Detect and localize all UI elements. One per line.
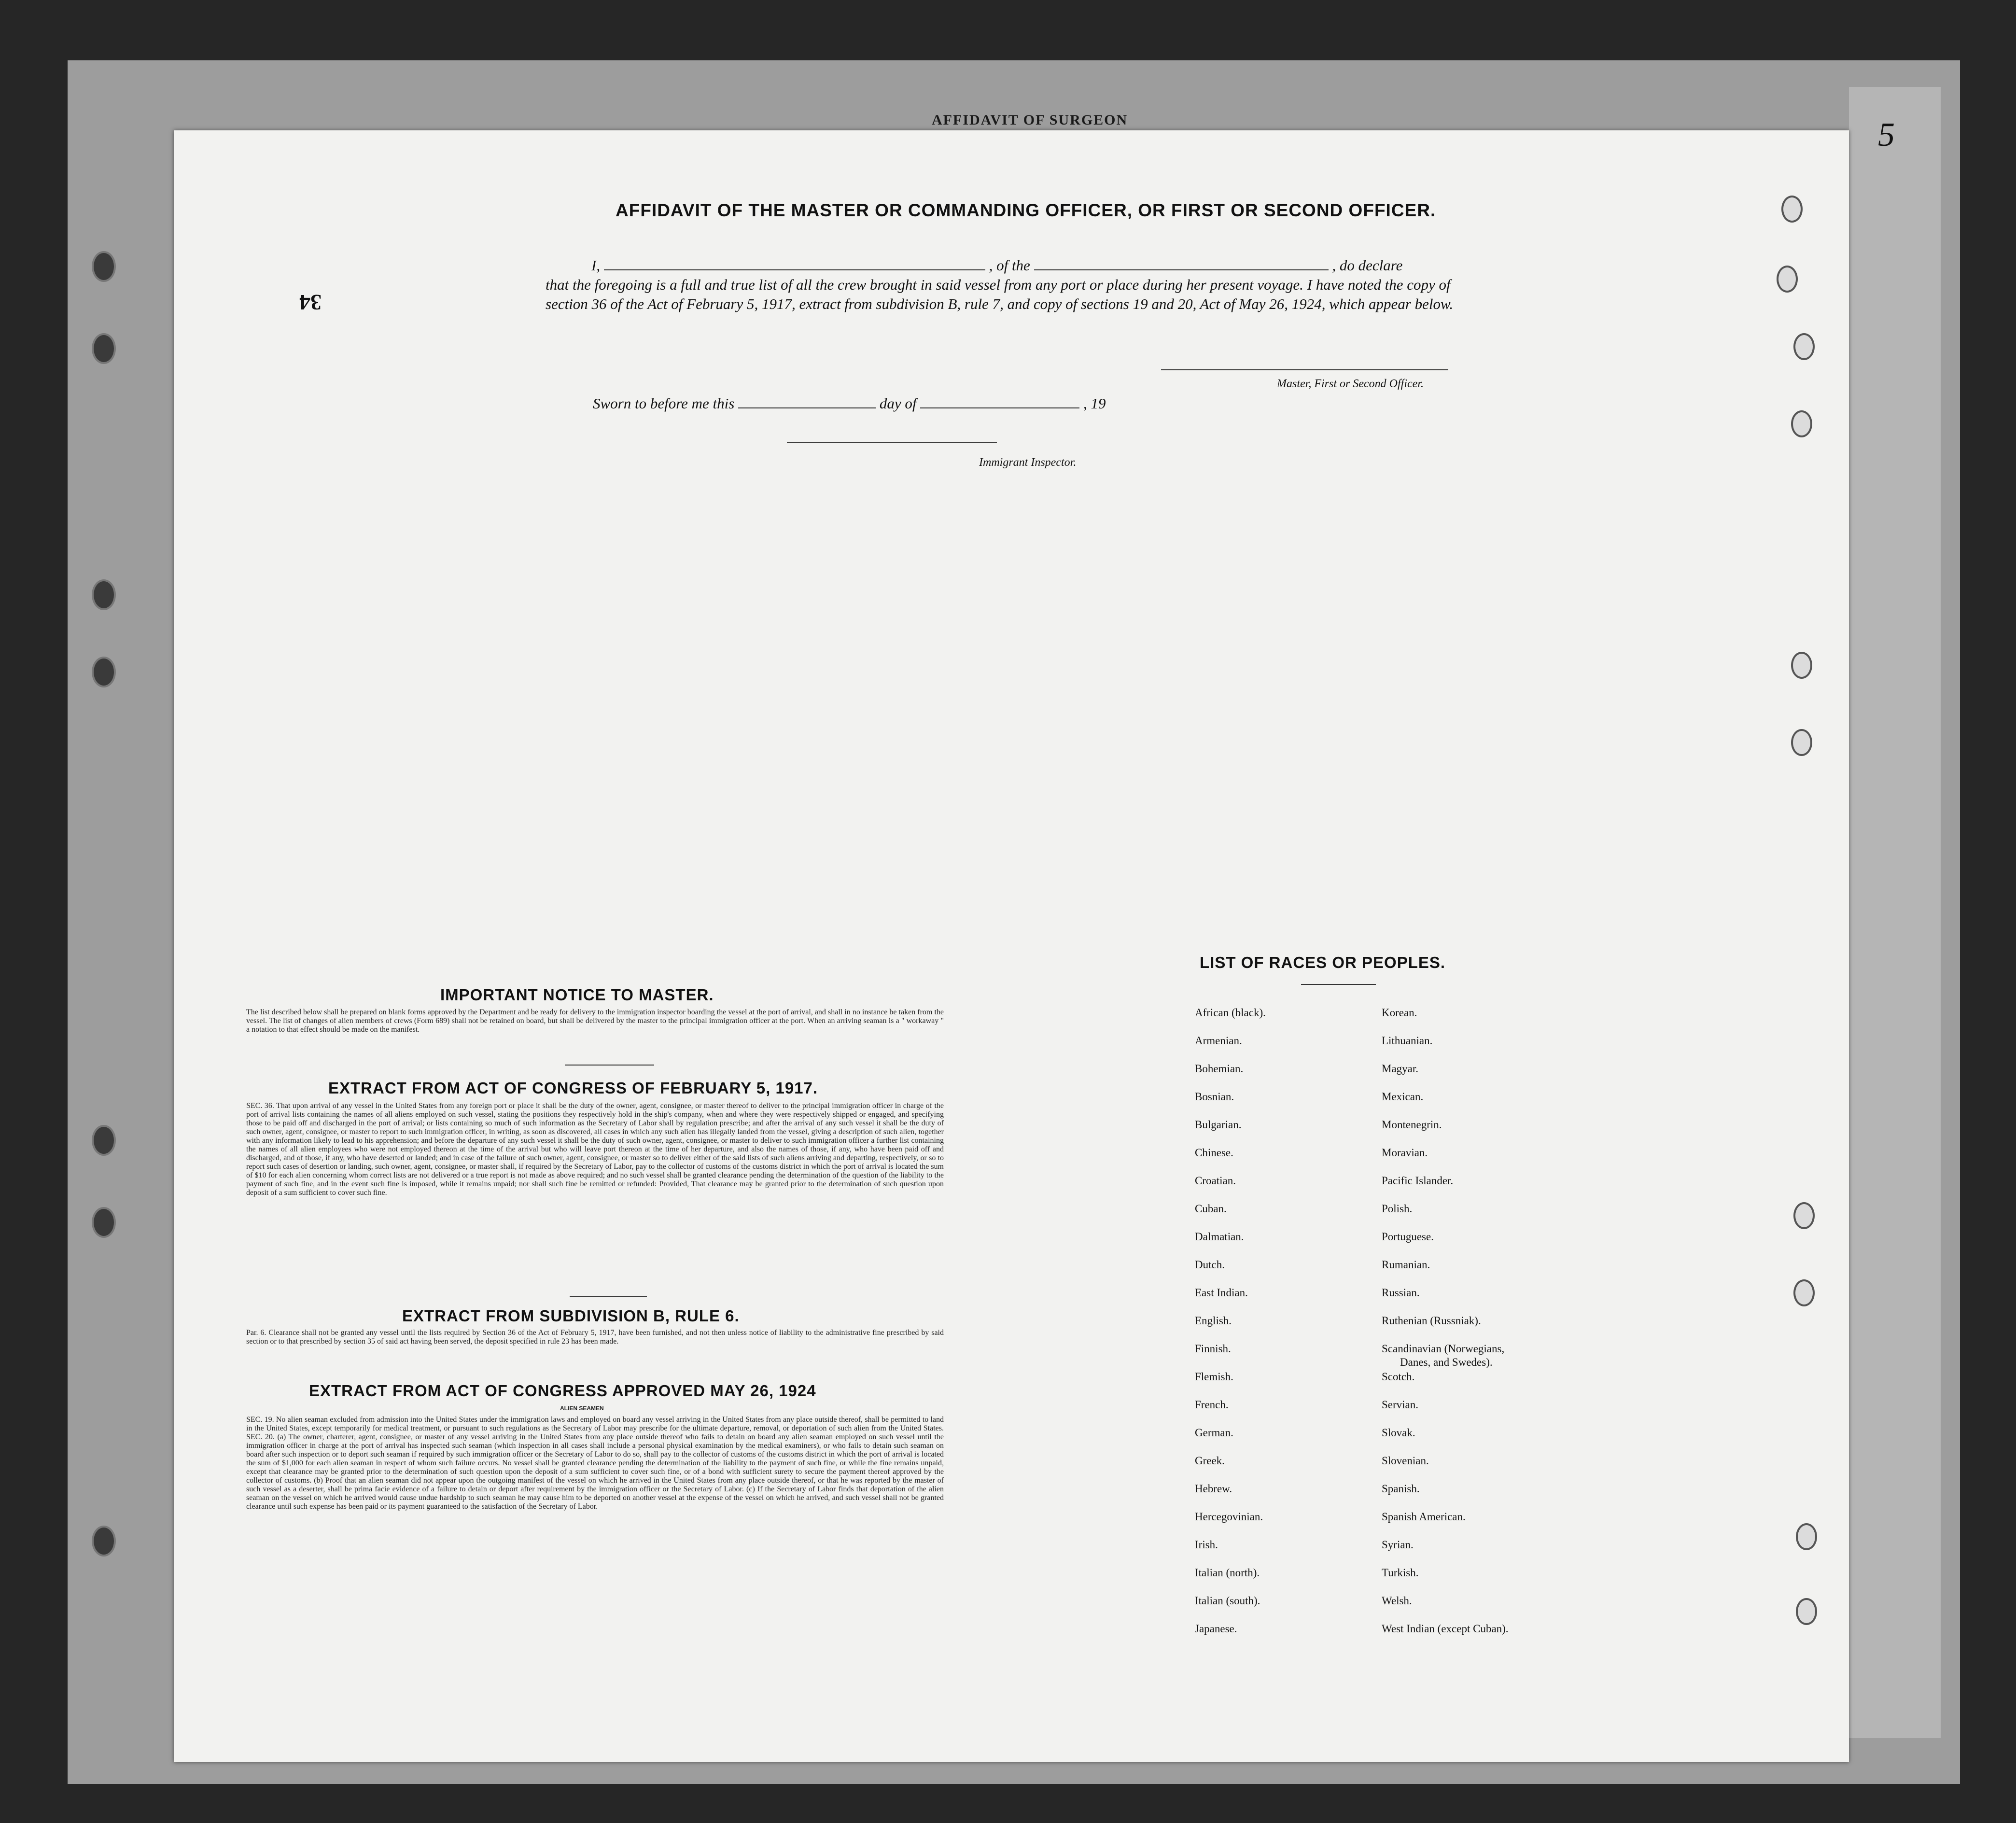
race-item: Hebrew. bbox=[1195, 1483, 1232, 1495]
race-item: African (black). bbox=[1195, 1007, 1266, 1019]
race-item: Italian (south). bbox=[1195, 1595, 1260, 1607]
punch-hole bbox=[92, 1125, 116, 1156]
page-number-mark: 5 bbox=[1878, 116, 1895, 154]
race-item: German. bbox=[1195, 1427, 1233, 1439]
punch-hole bbox=[1781, 196, 1803, 223]
race-item: Rumanian. bbox=[1382, 1259, 1430, 1271]
race-item: Magyar. bbox=[1382, 1063, 1419, 1075]
race-item: Cuban. bbox=[1195, 1203, 1227, 1215]
extract-rule6-text: Par. 6. Clearance shall not be granted any vessel until the lists required by Section 36 of the Act of February 5, 1917, have been furnished, and not then unless notice of liability to the administrative fine prescribed by said section or to that prescribed by section 35 of said act having been served, the deposit specified in rule 23 has been made. bbox=[246, 1329, 944, 1346]
punch-hole bbox=[1791, 729, 1812, 756]
race-item: Armenian. bbox=[1195, 1035, 1242, 1047]
race-item: Scandinavian (Norwegians, bbox=[1382, 1343, 1505, 1355]
divider bbox=[570, 1296, 647, 1297]
of-the-label: , of the bbox=[989, 257, 1030, 274]
race-item: Chinese. bbox=[1195, 1147, 1233, 1159]
punch-hole bbox=[92, 657, 116, 687]
divider bbox=[1301, 984, 1376, 985]
punch-hole bbox=[1793, 333, 1815, 360]
race-item: Dutch. bbox=[1195, 1259, 1225, 1271]
punch-hole bbox=[92, 1526, 116, 1557]
day-of-label: day of bbox=[879, 395, 917, 412]
race-item: Pacific Islander. bbox=[1382, 1175, 1454, 1187]
race-item: Slovenian. bbox=[1382, 1455, 1429, 1467]
race-item: Turkish. bbox=[1382, 1567, 1419, 1579]
race-item: Servian. bbox=[1382, 1399, 1419, 1411]
extract-rule6-heading: EXTRACT FROM SUBDIVISION B, RULE 6. bbox=[402, 1307, 740, 1325]
race-item: Mexican. bbox=[1382, 1091, 1424, 1103]
extract-1917-text: SEC. 36. That upon arrival of any vessel in the United States from any foreign port or place it shall be the duty of the owner, agent, consignee, or master thereof to deliver to the principal immigration officer in charge of the port of arrival lists containing the names of all aliens employed on such vessel, stating the positions they respectively hold in the ship's company, when and where they were respectively shipped or engaged, and specifying those to be paid off and discharged in the port of arrival; or lists containing so much of such information as the Secretary of Labor shall by regulation prescribe; and after the arrival of any such vessel it shall be the duty of such owner, agent, consignee, or master to report to such immigration officer, in writing, as soon as discovered, all cases in which any such alien has illegally landed from the vessel, giving a description of such alien, together with any information likely to lead to his apprehension; and before the departure of any such vessel it shall be the duty of such owner, agent, consignee, or master to deliver to such immigration officer a further list containing the names of all alien employees who were not employed thereon at the time of the arrival but who will leave port thereon at the time of her departure, and also the names of those, if any, who have been paid off and discharged, and of those, if any, who have deserted or landed; and in case of the failure of such owner, agent, consignee, or master so to deliver either of the said lists of such aliens arriving and departing, respectively, or so to report such cases of desertion or landing, such owner, agent, consignee, or master shall, if required by the Secretary of Labor, pay to the collector of customs of the customs district in which the port of arrival is located the sum of $10 for each alien concerning whom correct lists are not delivered or a true report is not made as above required; and no such vessel shall be granted clearance pending the determination of the question of the liability to the payment of such fine, and in the event such fine is imposed, while it remains unpaid; nor shall such fine be remitted or refunded: Provided, That clearance may be granted prior to the determination of such question upon deposit of a sum sufficient to cover such fine. bbox=[246, 1102, 944, 1197]
race-item: Polish. bbox=[1382, 1203, 1413, 1215]
race-item: English. bbox=[1195, 1315, 1232, 1327]
alien-seamen-label: ALIEN SEAMEN bbox=[560, 1405, 604, 1412]
punch-hole bbox=[1796, 1598, 1817, 1625]
name-blank[interactable] bbox=[604, 257, 985, 270]
race-item: Portuguese. bbox=[1382, 1231, 1434, 1243]
race-item: Irish. bbox=[1195, 1539, 1218, 1551]
race-item: Spanish. bbox=[1382, 1483, 1420, 1495]
race-item: Montenegrin. bbox=[1382, 1119, 1442, 1131]
race-item: Lithuanian. bbox=[1382, 1035, 1433, 1047]
underlying-manifest-edge bbox=[1849, 87, 1941, 1738]
do-declare-label: , do declare bbox=[1332, 257, 1403, 274]
extract-1917-heading: EXTRACT FROM ACT OF CONGRESS OF FEBRUARY 5, 1917. bbox=[328, 1079, 818, 1097]
race-item: Ruthenian (Russniak). bbox=[1382, 1315, 1481, 1327]
divider bbox=[565, 1065, 654, 1066]
race-item: Italian (north). bbox=[1195, 1567, 1260, 1579]
race-item: Slovak. bbox=[1382, 1427, 1415, 1439]
affidavit-sheet bbox=[174, 130, 1849, 1762]
punch-hole bbox=[1777, 266, 1798, 293]
race-item: Scotch. bbox=[1382, 1371, 1415, 1383]
margin-number: 34 bbox=[299, 290, 322, 315]
race-item: Moravian. bbox=[1382, 1147, 1428, 1159]
race-item: Syrian. bbox=[1382, 1539, 1414, 1551]
vessel-blank[interactable] bbox=[1034, 257, 1329, 270]
punch-hole bbox=[92, 579, 116, 610]
inspector-signature-line[interactable] bbox=[787, 442, 997, 443]
notice-text: The list described below shall be prepared on blank forms approved by the Department and be ready for delivery to the immigration inspector boarding the vessel at the port of arrival, and shall in no instance be taken from the vessel. The list of changes of alien members of crews (Form 689) shall not be retained on board, but shall be delivered by the master to the principal immigration officer at the port. When an arriving seaman is a " workaway " a notation to that effect should be made on the manifest. bbox=[246, 1008, 944, 1034]
back-sheet-heading: AFFIDAVIT OF SURGEON bbox=[932, 112, 1128, 128]
race-item: Korean. bbox=[1382, 1007, 1417, 1019]
inspector-caption: Immigrant Inspector. bbox=[979, 456, 1077, 469]
punch-hole bbox=[1791, 410, 1812, 437]
race-item: Flemish. bbox=[1195, 1371, 1233, 1383]
master-signature-line[interactable] bbox=[1161, 369, 1448, 370]
punch-hole bbox=[1793, 1202, 1815, 1229]
race-item: Japanese. bbox=[1195, 1623, 1237, 1635]
master-signature-caption: Master, First or Second Officer. bbox=[1277, 378, 1424, 390]
punch-hole bbox=[1793, 1279, 1815, 1306]
punch-hole bbox=[1791, 652, 1812, 679]
race-item: Danes, and Swedes). bbox=[1400, 1356, 1493, 1368]
punch-hole bbox=[1796, 1523, 1817, 1550]
race-item: Bohemian. bbox=[1195, 1063, 1244, 1075]
race-item: Finnish. bbox=[1195, 1343, 1231, 1355]
affidavit-paragraph bbox=[546, 256, 1492, 314]
race-item: Bosnian. bbox=[1195, 1091, 1234, 1103]
race-item: Welsh. bbox=[1382, 1595, 1412, 1607]
declaration-line bbox=[591, 256, 1492, 275]
race-item: Greek. bbox=[1195, 1455, 1225, 1467]
race-item: West Indian (except Cuban). bbox=[1382, 1623, 1509, 1635]
sworn-day-blank[interactable] bbox=[738, 395, 876, 408]
race-item: Spanish American. bbox=[1382, 1511, 1466, 1523]
punch-hole bbox=[92, 251, 116, 282]
race-item: Dalmatian. bbox=[1195, 1231, 1244, 1243]
extract-1924-heading: EXTRACT FROM ACT OF CONGRESS APPROVED MAY 26, 1924 bbox=[309, 1382, 816, 1400]
affidavit-heading: AFFIDAVIT OF THE MASTER OR COMMANDING OFFICER, OR FIRST OR SECOND OFFICER. bbox=[616, 200, 1436, 220]
race-item: Bulgarian. bbox=[1195, 1119, 1242, 1131]
race-item: East Indian. bbox=[1195, 1287, 1248, 1299]
races-heading: LIST OF RACES OR PEOPLES. bbox=[1200, 954, 1446, 971]
race-item: Hercegovinian. bbox=[1195, 1511, 1263, 1523]
extract-1924-text: SEC. 19. No alien seaman excluded from admission into the United States under the immigration laws and employed on board any vessel arriving in the United States from any place outside thereof, shall be permitted to land in the United States, except temporarily for medical treatment, or pursuant to such regulations as the Secretary of Labor may prescribe for the ultimate departure, removal, or deportation of such alien from the United States. SEC. 20. (a) The owner, charterer, agent, consignee, or master of any vessel arriving in the United States from any place outside thereof who fails to detain on board any alien seaman employed on such vessel until the immigration officer in charge at the port of arrival has inspected such seaman (which inspection in all cases shall include a personal physical examination by the medical examiners), or who fails to detain such seaman on board after such inspection or to deport such seaman if required by such immigration officer or the Secretary of Labor to do so, shall pay to the collector of customs of the customs district in which the port of arrival is located the sum of $1,000 for each alien seaman in respect of whom such failure occurs. No vessel shall be granted clearance pending the determination of the liability to the payment of such fine, or while the fine remains unpaid, except that clearance may be granted prior to the determination of such question upon the deposit of a sum sufficient to cover such fine, or of a bond with sufficient surety to secure the payment thereof approved by the collector of customs. (b) Proof that an alien seaman did not appear upon the outgoing manifest of the vessel on which he arrived in the United States from any place outside thereof, or that he was reported by the master of such vessel as a deserter, shall be prima facie evidence of a failure to detain or deport after requirement by the immigration officer or the Secretary of Labor. (c) If the Secretary of Labor finds that deportation of the alien seaman on the vessel on which he arrived would cause undue hardship to such seaman he may cause him to be deported on another vessel at the expense of the vessel on which he arrived, and such vessel shall not be granted clearance until such expense has been paid or its payment guaranteed to the satisfaction of the Secretary of Labor. bbox=[246, 1416, 944, 1511]
race-item: Croatian. bbox=[1195, 1175, 1236, 1187]
year-label: , 19 bbox=[1083, 395, 1106, 412]
i-label: I, bbox=[591, 257, 601, 274]
sworn-label: Sworn to before me this bbox=[593, 395, 735, 412]
race-item: Russian. bbox=[1382, 1287, 1420, 1299]
affidavit-body: that the foregoing is a full and true list of all the crew brought in said vessel from any port or place during her present voyage. I have noted the copy of section 36 of the Act of February 5, 1917, extract from subdivision B, rule 7, and copy of sections 19 and 20, Act of May 26, 1924, which appear below. bbox=[546, 276, 1454, 312]
race-item: French. bbox=[1195, 1399, 1229, 1411]
sworn-line bbox=[593, 395, 1106, 412]
sworn-month-blank[interactable] bbox=[920, 395, 1079, 408]
notice-heading: IMPORTANT NOTICE TO MASTER. bbox=[440, 986, 714, 1004]
punch-hole bbox=[92, 1207, 116, 1238]
punch-hole bbox=[92, 333, 116, 364]
